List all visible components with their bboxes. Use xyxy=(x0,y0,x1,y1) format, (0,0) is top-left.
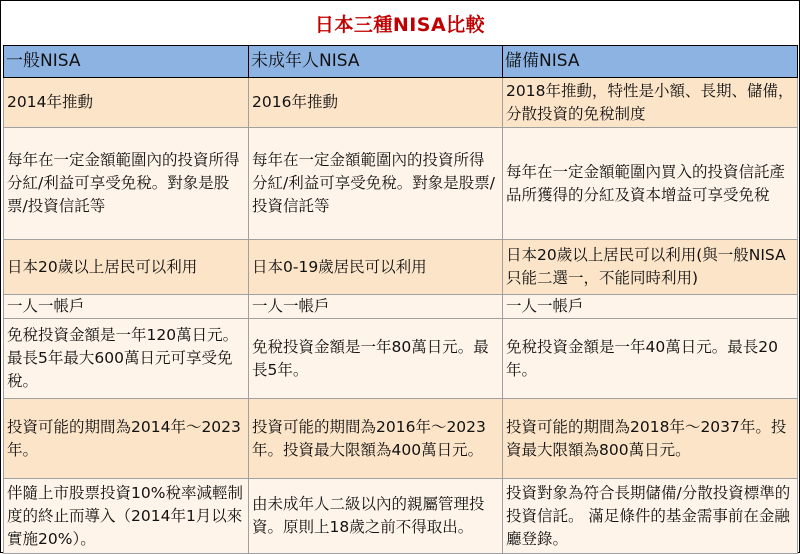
header-general-nisa: 一般NISA xyxy=(4,46,249,78)
table-cell: 每年在一定金額範圍內的投資所得分紅/利益可享受免稅。對象是股票/投資信託等 xyxy=(249,128,503,240)
header-tsumitate-nisa: 儲備NISA xyxy=(503,46,798,78)
table-cell: 一人一帳戶 xyxy=(503,295,798,319)
table-row-account xyxy=(4,295,798,319)
table-header-row xyxy=(4,46,798,78)
page-title: 日本三種NISA比較 xyxy=(314,13,486,36)
table-cell: 2016年推動 xyxy=(249,78,503,128)
table-cell: 免稅投資金額是一年120萬日元。最長5年最大600萬日元可享受免稅。 xyxy=(4,319,249,399)
table-cell: 一人一帳戶 xyxy=(249,295,503,319)
table-cell: 2018年推動，特性是小額、長期、儲備，分散投資的免稅制度 xyxy=(503,78,798,128)
table-cell: 由未成年人二級以內的親屬管理投資。原則上18歲之前不得取出。 xyxy=(249,479,503,554)
table-cell: 每年在一定金額範圍內買入的投資信託產品所獲得的分紅及資本增益可享受免稅 xyxy=(503,128,798,240)
table-cell: 每年在一定金額範圍內的投資所得分紅/利益可享受免稅。對象是股票/投資信託等 xyxy=(4,128,249,240)
table-cell: 投資可能的期間為2018年～2037年。投資最大限額為800萬日元。 xyxy=(503,399,798,479)
table-cell: 免稅投資金額是一年40萬日元。最長20年。 xyxy=(503,319,798,399)
table-cell: 免稅投資金額是一年80萬日元。最長5年。 xyxy=(249,319,503,399)
table-row-launch-year xyxy=(4,78,798,128)
table-cell: 2014年推動 xyxy=(4,78,249,128)
table-row-notes xyxy=(4,479,798,554)
table-cell: 投資可能的期間為2016年～2023年。投資最大限額為400萬日元。 xyxy=(249,399,503,479)
table-row-tax-exemption xyxy=(4,128,798,240)
table-row-investment-period xyxy=(4,399,798,479)
table-cell: 伴隨上市股票投資10%稅率減輕制度的終止而導入（2014年1月以來實施20%）。 xyxy=(4,479,249,554)
table-row-tax-free-amount xyxy=(4,319,798,399)
table-cell: 投資對象為符合長期儲備/分散投資標準的投資信託。 滿足條件的基金需事前在金融廳登錄。 xyxy=(503,479,798,554)
table-cell: 一人一帳戶 xyxy=(4,295,249,319)
table-cell: 日本20歲以上居民可以利用(與一般NISA只能二選一，不能同時利用) xyxy=(503,240,798,295)
table-cell: 日本0-19歲居民可以利用 xyxy=(249,240,503,295)
header-junior-nisa: 未成年人NISA xyxy=(249,46,503,78)
table-cell: 投資可能的期間為2014年～2023年。 xyxy=(4,399,249,479)
table-cell: 日本20歲以上居民可以利用 xyxy=(4,240,249,295)
table-row-eligibility xyxy=(4,240,798,295)
comparison-table xyxy=(3,45,798,554)
